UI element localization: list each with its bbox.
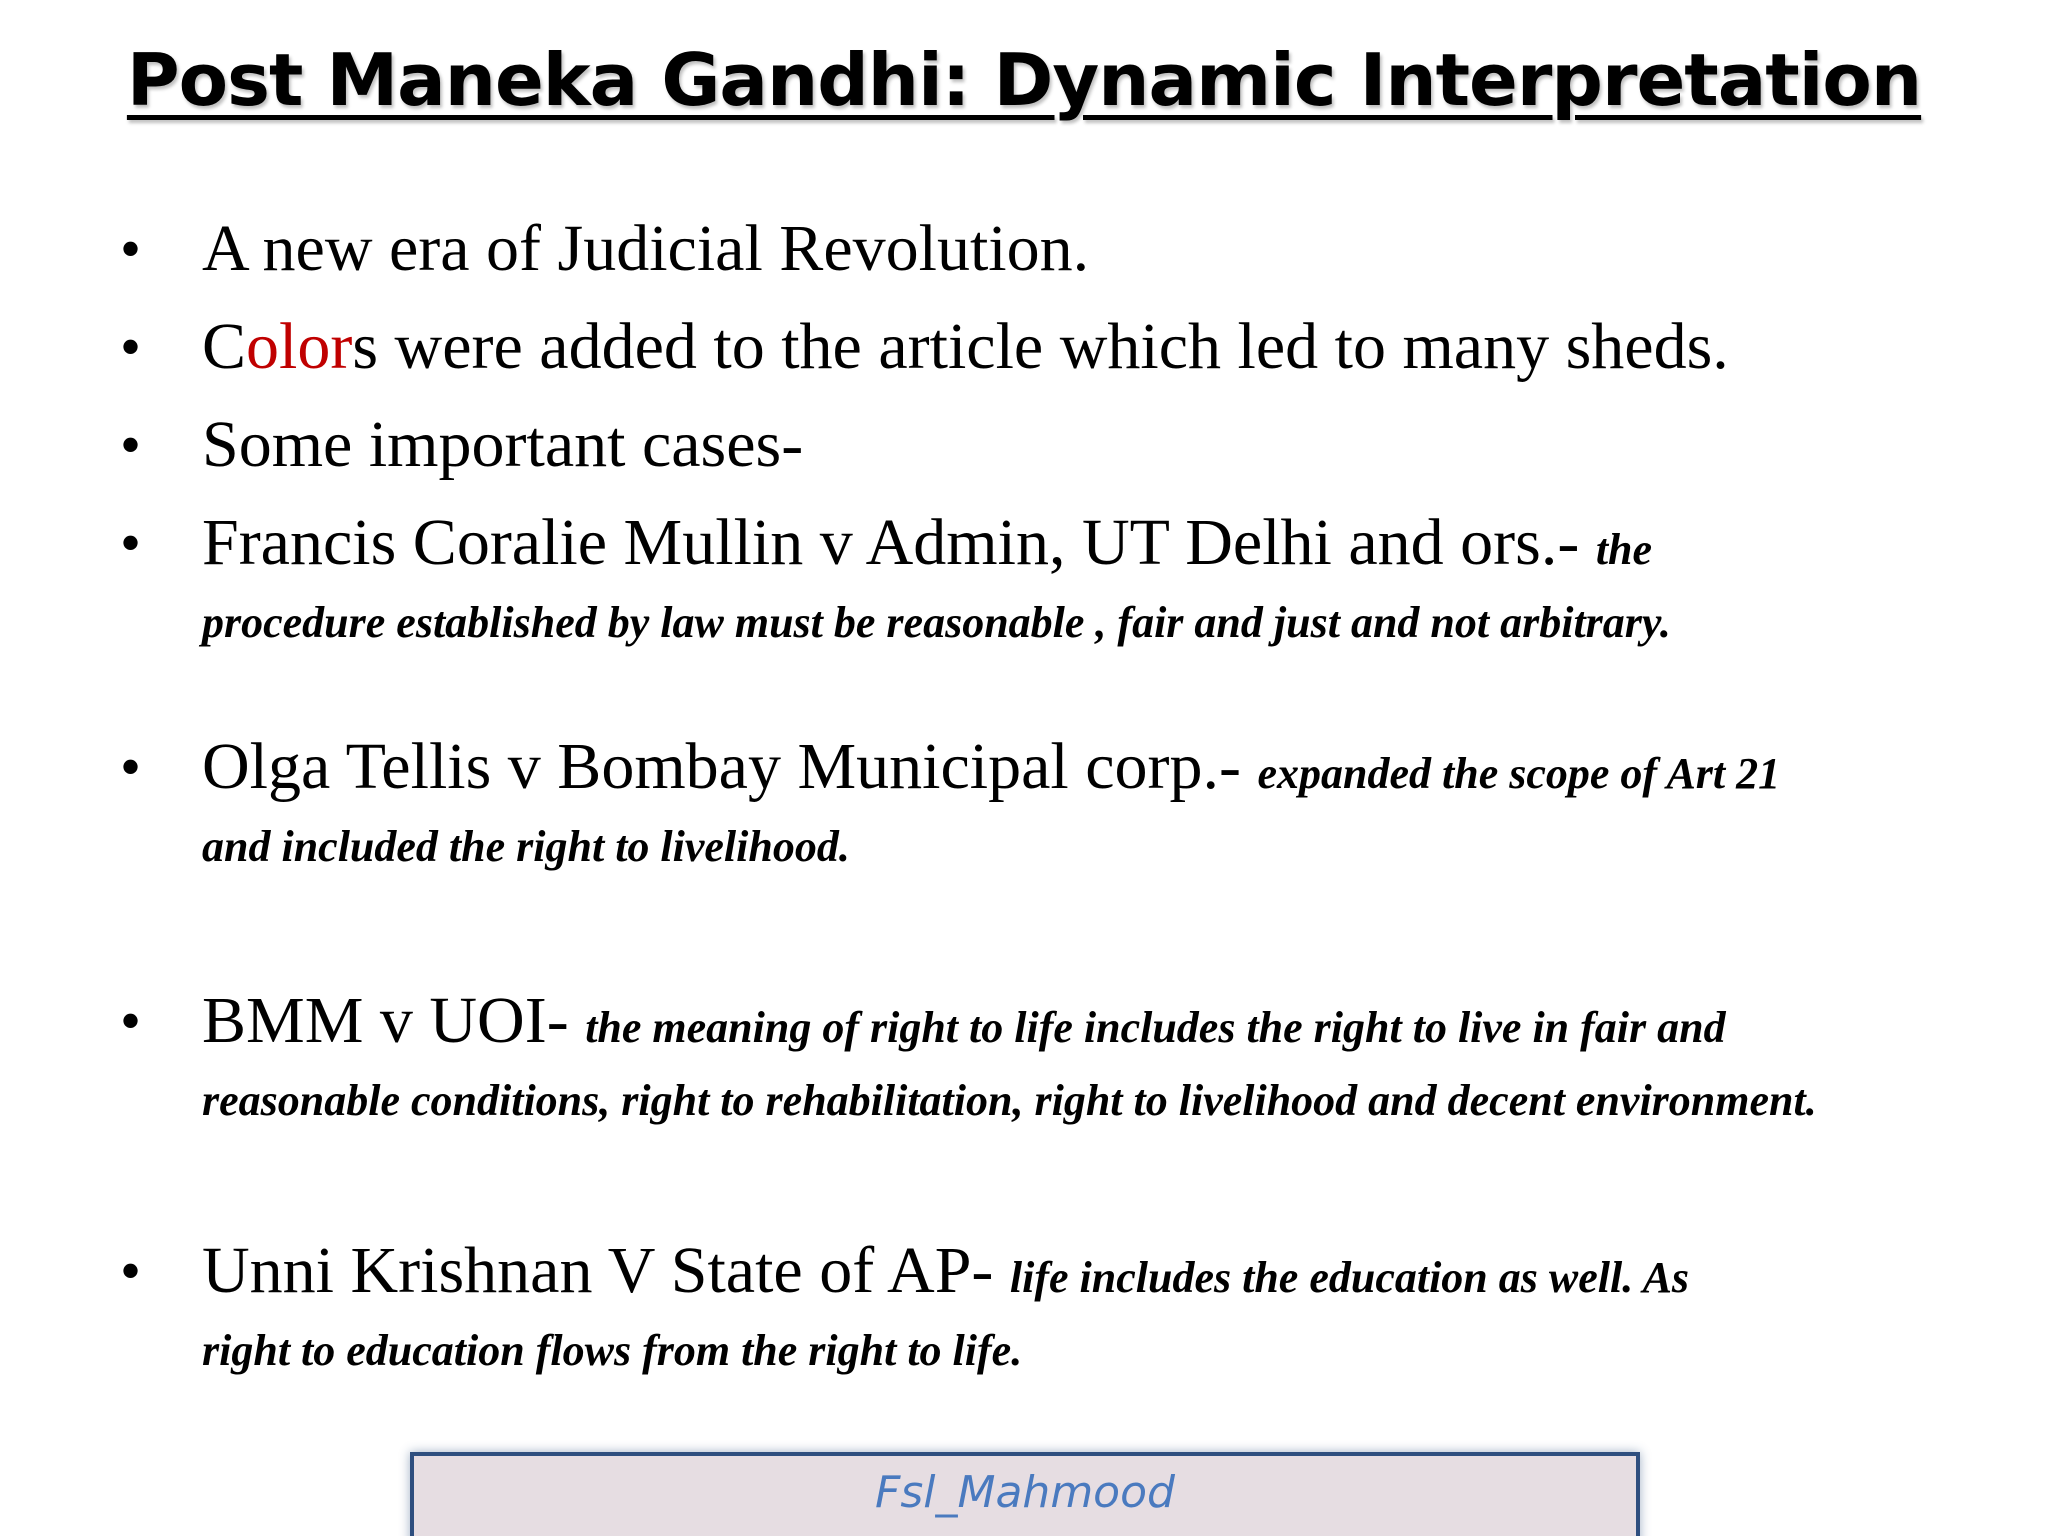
case-description-continued: reasonable conditions, right to rehabilitation, right to livelihood and decent environment. [202,1076,1817,1125]
bullet-dot-icon: • [120,988,142,1054]
case-description-continued: procedure established by law must be reasonable , fair and just and not arbitrary. [202,598,1671,647]
bullet-text [202,310,1729,383]
case-name: Olga Tellis v Bombay Municipal corp.- [202,730,1258,803]
case-name: Unni Krishnan V State of AP- [202,1234,1010,1307]
bullet-dot-icon: • [120,216,142,282]
bullet-text-suffix: s were added to the article which led to many sheds. [352,310,1729,383]
bullet-item [120,396,1950,494]
slide-title-text: Post Maneka Gandhi: Dynamic Interpretation [126,38,1922,122]
case-name: BMM v UOI- [202,984,586,1057]
slide-title [0,30,2048,130]
bullet-text-highlight: olor [246,310,353,383]
bullet-text-prefix: C [202,310,247,383]
case-item [120,494,1950,654]
case-item [120,718,1950,878]
bullet-text: Some important cases- [202,408,804,481]
bullet-text: A new era of Judicial Revolution. [202,212,1090,285]
case-description-continued: right to education flows from the right to life. [202,1326,1023,1375]
footer-banner [410,1452,1640,1536]
case-description-inline: expanded the scope of Art 21 [1257,749,1781,798]
bullet-dot-icon: • [120,734,142,800]
footer-author: Fsl_Mahmood [875,1467,1175,1518]
case-description-inline: the [1595,525,1653,574]
bullet-dot-icon: • [120,412,142,478]
case-name: Francis Coralie Mullin v Admin, UT Delhi and ors.- [202,506,1596,579]
case-description-inline: life includes the education as well. As [1009,1253,1690,1302]
bullet-item [120,298,1950,396]
bullet-dot-icon: • [120,314,142,380]
bullet-list [120,200,1950,1382]
case-description-inline: the meaning of right to life includes the right to live in fair and [585,1003,1726,1052]
bullet-dot-icon: • [120,510,142,576]
bullet-item [120,200,1950,298]
case-item [120,972,1950,1132]
bullet-dot-icon: • [120,1238,142,1304]
case-item [120,1222,1950,1382]
case-description-continued: and included the right to livelihood. [202,822,850,871]
